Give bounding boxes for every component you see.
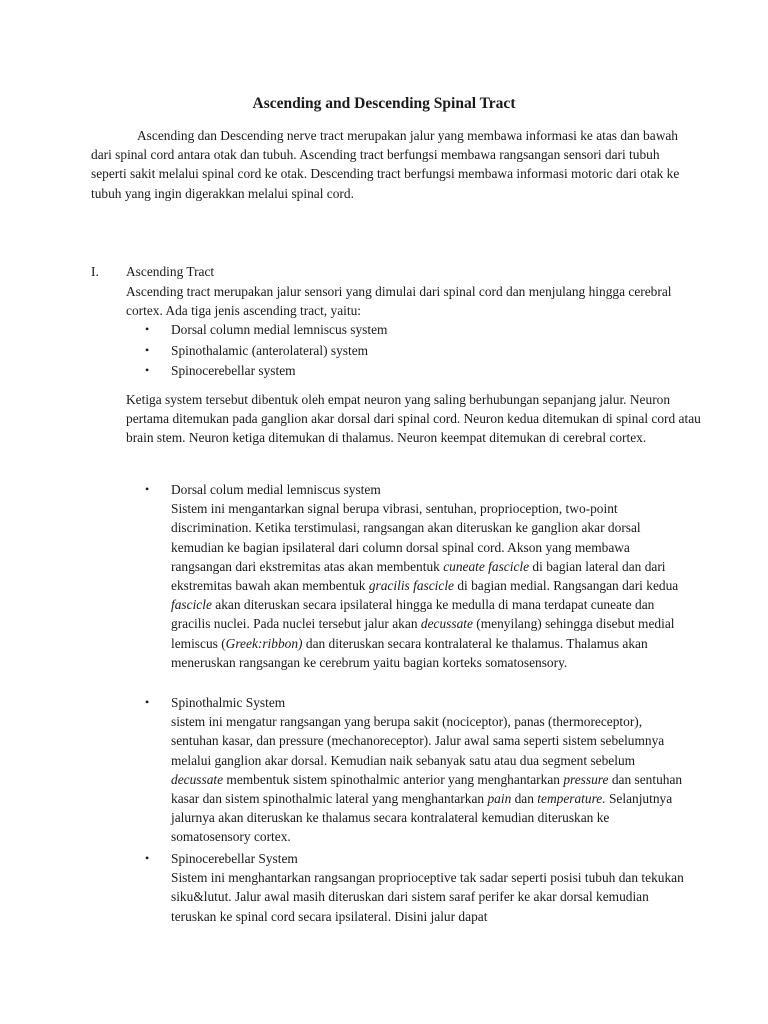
list-item-text: Dorsal column medial lemniscus system [171,322,388,337]
intro-paragraph [91,126,691,203]
italic-term: gracilis fascicle [368,578,454,594]
bullet-icon: • [145,322,150,336]
subsection-heading: Dorsal colum medial lemniscus system [171,482,381,497]
text-run: sistem ini mengatur rangsangan yang berupa sakit (nociceptor), panas (thermoreceptor), sentuhan kasar, dan pressure (mechanoreceptor). Jalur awal sama seperti sistem sebelumnya melalui ganglion akar dorsal. Kemudian naik sebanyak satu atau dua segment sebelum [171,714,665,768]
text-run: akan diteruskan secara ipsilateral hingga ke medulla di mana terdapat cuneate dan gracilis nuclei. Pada nuclei tersebut jalur akan [171,597,655,632]
list-item [145,320,685,341]
italic-term: pressure [563,771,609,787]
text-run: di bagian medial. Rangsangan dari kedua [454,578,679,594]
list-item [145,361,685,382]
list-item-text: Spinothalamic (anterolateral) system [171,342,369,358]
text-run: Sistem ini menghantarkan rangsangan proprioceptive tak sadar seperti posisi tubuh dan tekukan siku&lutut. Jalur awal masih diteruskan dari sistem saraf perifer ke akar dorsal kemudian teruskan ke spinal cord secara ipsilateral. Disini jalur dapat [171,870,684,924]
italic-term: pain [487,791,512,807]
bullet-icon: • [145,851,150,865]
text-run: di bagian lateral dan dari ekstremitas bawah akan membentuk [171,558,666,594]
intro-text: Ascending dan Descending nerve tract merupakan jalur yang membawa informasi ke atas dan bawah dari spinal cord antara otak dan tubuh. Ascending tract berfungsi membawa rangsangan sensori dari tubuh seperti sakit melalui spinal cord ke otak. Descending tract berfungsi membawa informasi motoric dari otak ke tubuh yang ingin digerakkan melalui spinal cord. [91,128,680,201]
text-run: (menyilang) sehingga disebut medial lemiscus ( [171,616,675,651]
bullet-icon: • [145,342,150,357]
text-run: membentuk sistem spinothalmic anterior yang menghantarkan [223,771,564,787]
neuron-paragraph: Ketiga system tersebut dibentuk oleh empat neuron yang saling berhubungan sepanjang jalur. Neuron pertama ditemukan pada ganglion akar dorsal dari spinal cord. Neuron kedua ditemukan di spinal cord atau brain stem. Neuron ketiga ditemukan di thalamus. Neuron keempat ditemukan di cerebral cortex. [126,392,701,446]
subsection-spinothalamic [145,693,690,847]
text-run: dan [511,791,538,807]
text-run: dan diteruskan secara kontralateral ke thalamus. Thalamus akan meneruskan rangsangan ke cerebrum yaitu bagian korteks somatosensory. [171,635,648,670]
subsection-body [145,712,690,846]
list-item-text: Spinocerebellar system [171,363,296,378]
text-run: dan sentuhan kasar dan sistem spinothalmic lateral yang menghantarkan [171,771,683,807]
italic-term: decussate [420,616,473,632]
text-run: Sistem ini mengantarkan signal berupa vibrasi, sentuhan, proprioception, two-point discrimination. Ketika terstimulasi, rangsangan akan diteruskan ke ganglion akar dorsal kemudian ke bagian ipsilateral dari column dorsal spinal cord. Akson yang membawa rangsangan dari ekstremitas atas akan membentuk [171,501,641,574]
italic-term: temperature. [537,791,606,807]
subsection-body [145,868,690,926]
tract-type-list [145,320,685,382]
document-title: Ascending and Descending Spinal Tract [252,95,516,112]
bullet-icon: • [145,482,150,496]
italic-term: fascicle [171,597,212,613]
section-heading: Ascending Tract [126,264,215,279]
subsection-heading: Spinothalmic System [171,695,286,710]
section-number: I. [91,264,99,279]
subsection-spinocerebellar [145,849,690,926]
subsection-heading: Spinocerebellar System [171,851,298,866]
italic-term: cuneate fascicle [443,558,530,574]
italic-term: Greek:ribbon) [225,635,303,651]
bullet-icon: • [145,695,150,709]
text-run: Selanjutnya jalurnya akan diteruskan ke thalamus secara kontralateral kemudian diteruskan ke somatosensory cortex. [171,791,673,845]
subsection-dorsal-column [145,480,690,672]
list-item [145,341,685,362]
section-description: Ascending tract merupakan jalur sensori yang dimulai dari spinal cord dan menjulang hingga cerebral cortex. Ada tiga jenis ascending tract, yaitu: [126,284,672,319]
subsection-body [145,499,690,672]
italic-term: decussate [171,771,224,787]
bullet-icon: • [145,363,150,377]
